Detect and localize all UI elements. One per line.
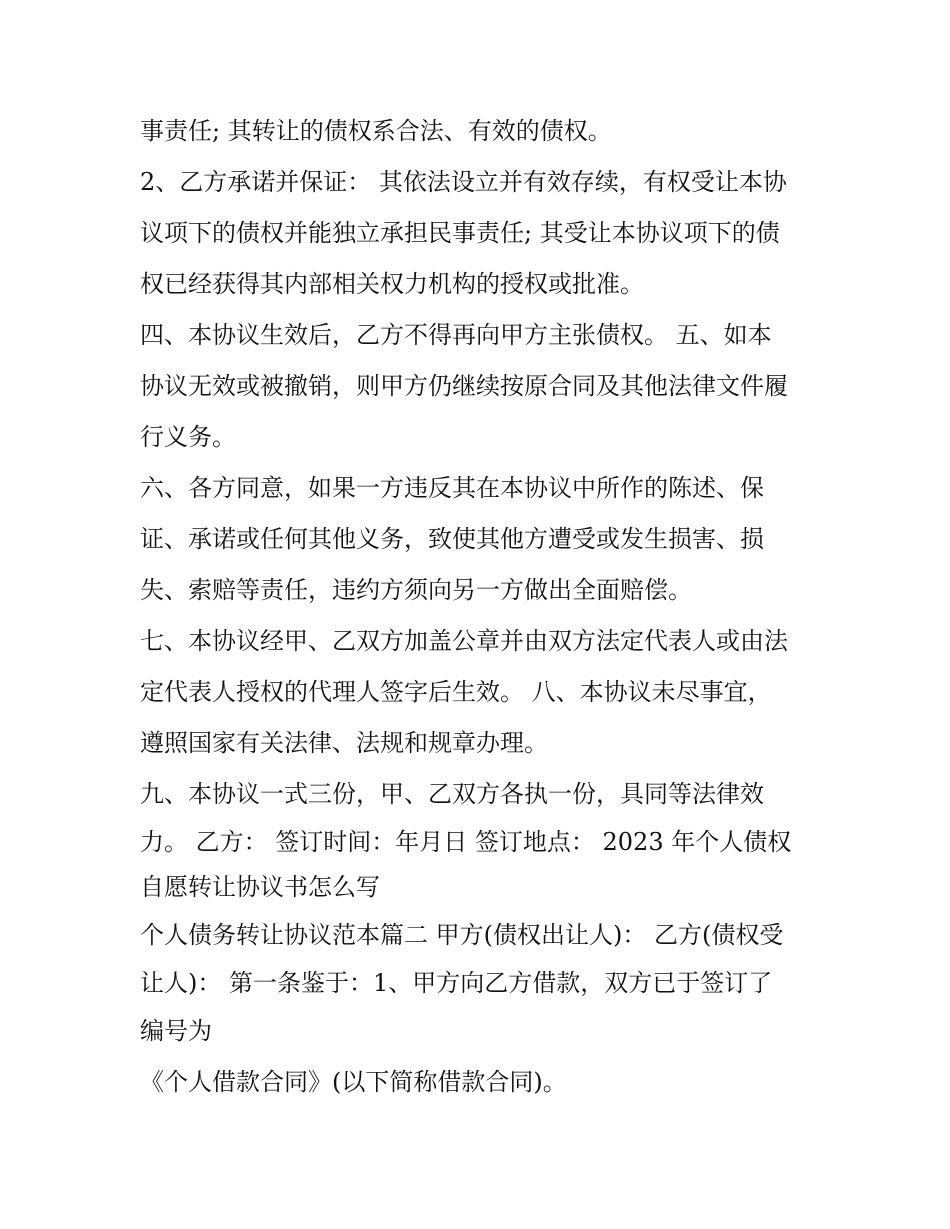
text-line: 事责任; 其转让的债权系合法、有效的债权。 <box>140 117 612 145</box>
text-line: 协议无效或被撤销，则甲方仍继续按原合同及其他法律文件履 <box>140 372 788 400</box>
text-line: 失、索赔等责任，违约方须向另一方做出全面赔偿。 <box>140 576 692 604</box>
text-line: 证、承诺或任何其他义务，致使其他方遭受或发生损害、损 <box>140 525 764 553</box>
text-line: 四、本协议生效后，乙方不得再向甲方主张债权。 五、如本 <box>140 321 772 349</box>
text-line: 行义务。 <box>140 423 236 451</box>
text-line: 2、乙方承诺并保证： 其依法设立并有效存续，有权受让本协 <box>140 168 787 196</box>
text-line: 编号为 <box>140 1017 212 1045</box>
text-line: 七、本协议经甲、乙双方加盖公章并由双方法定代表人或由法 <box>140 627 788 655</box>
text-line: 个人债务转让协议范本篇二 甲方(债权出让人)： 乙方(债权受 <box>140 921 784 949</box>
text-line: 让人)： 第一条鉴于：1、甲方向乙方借款，双方已于签订了 <box>140 969 773 997</box>
text-line: 《个人借款合同》(以下简称借款合同)。 <box>140 1068 567 1096</box>
text-line: 定代表人授权的代理人签字后生效。 八、本协议未尽事宜， <box>140 678 772 706</box>
text-line: 遵照国家有关法律、法规和规章办理。 <box>140 729 548 757</box>
document-body <box>140 106 820 1108</box>
text-line: 权已经获得其内部相关权力机构的授权或批准。 <box>140 270 644 298</box>
text-line: 力。 乙方： 签订时间：年月日 签订地点： 2023 年个人债权 <box>140 828 792 856</box>
text-line: 六、各方同意，如果一方违反其在本协议中所作的陈述、保 <box>140 474 764 502</box>
text-line: 自愿转让协议书怎么写 <box>140 873 380 901</box>
text-line: 议项下的债权并能独立承担民事责任; 其受让本协议项下的债 <box>140 219 780 247</box>
text-line: 九、本协议一式三份，甲、乙双方各执一份，具同等法律效 <box>140 780 764 808</box>
